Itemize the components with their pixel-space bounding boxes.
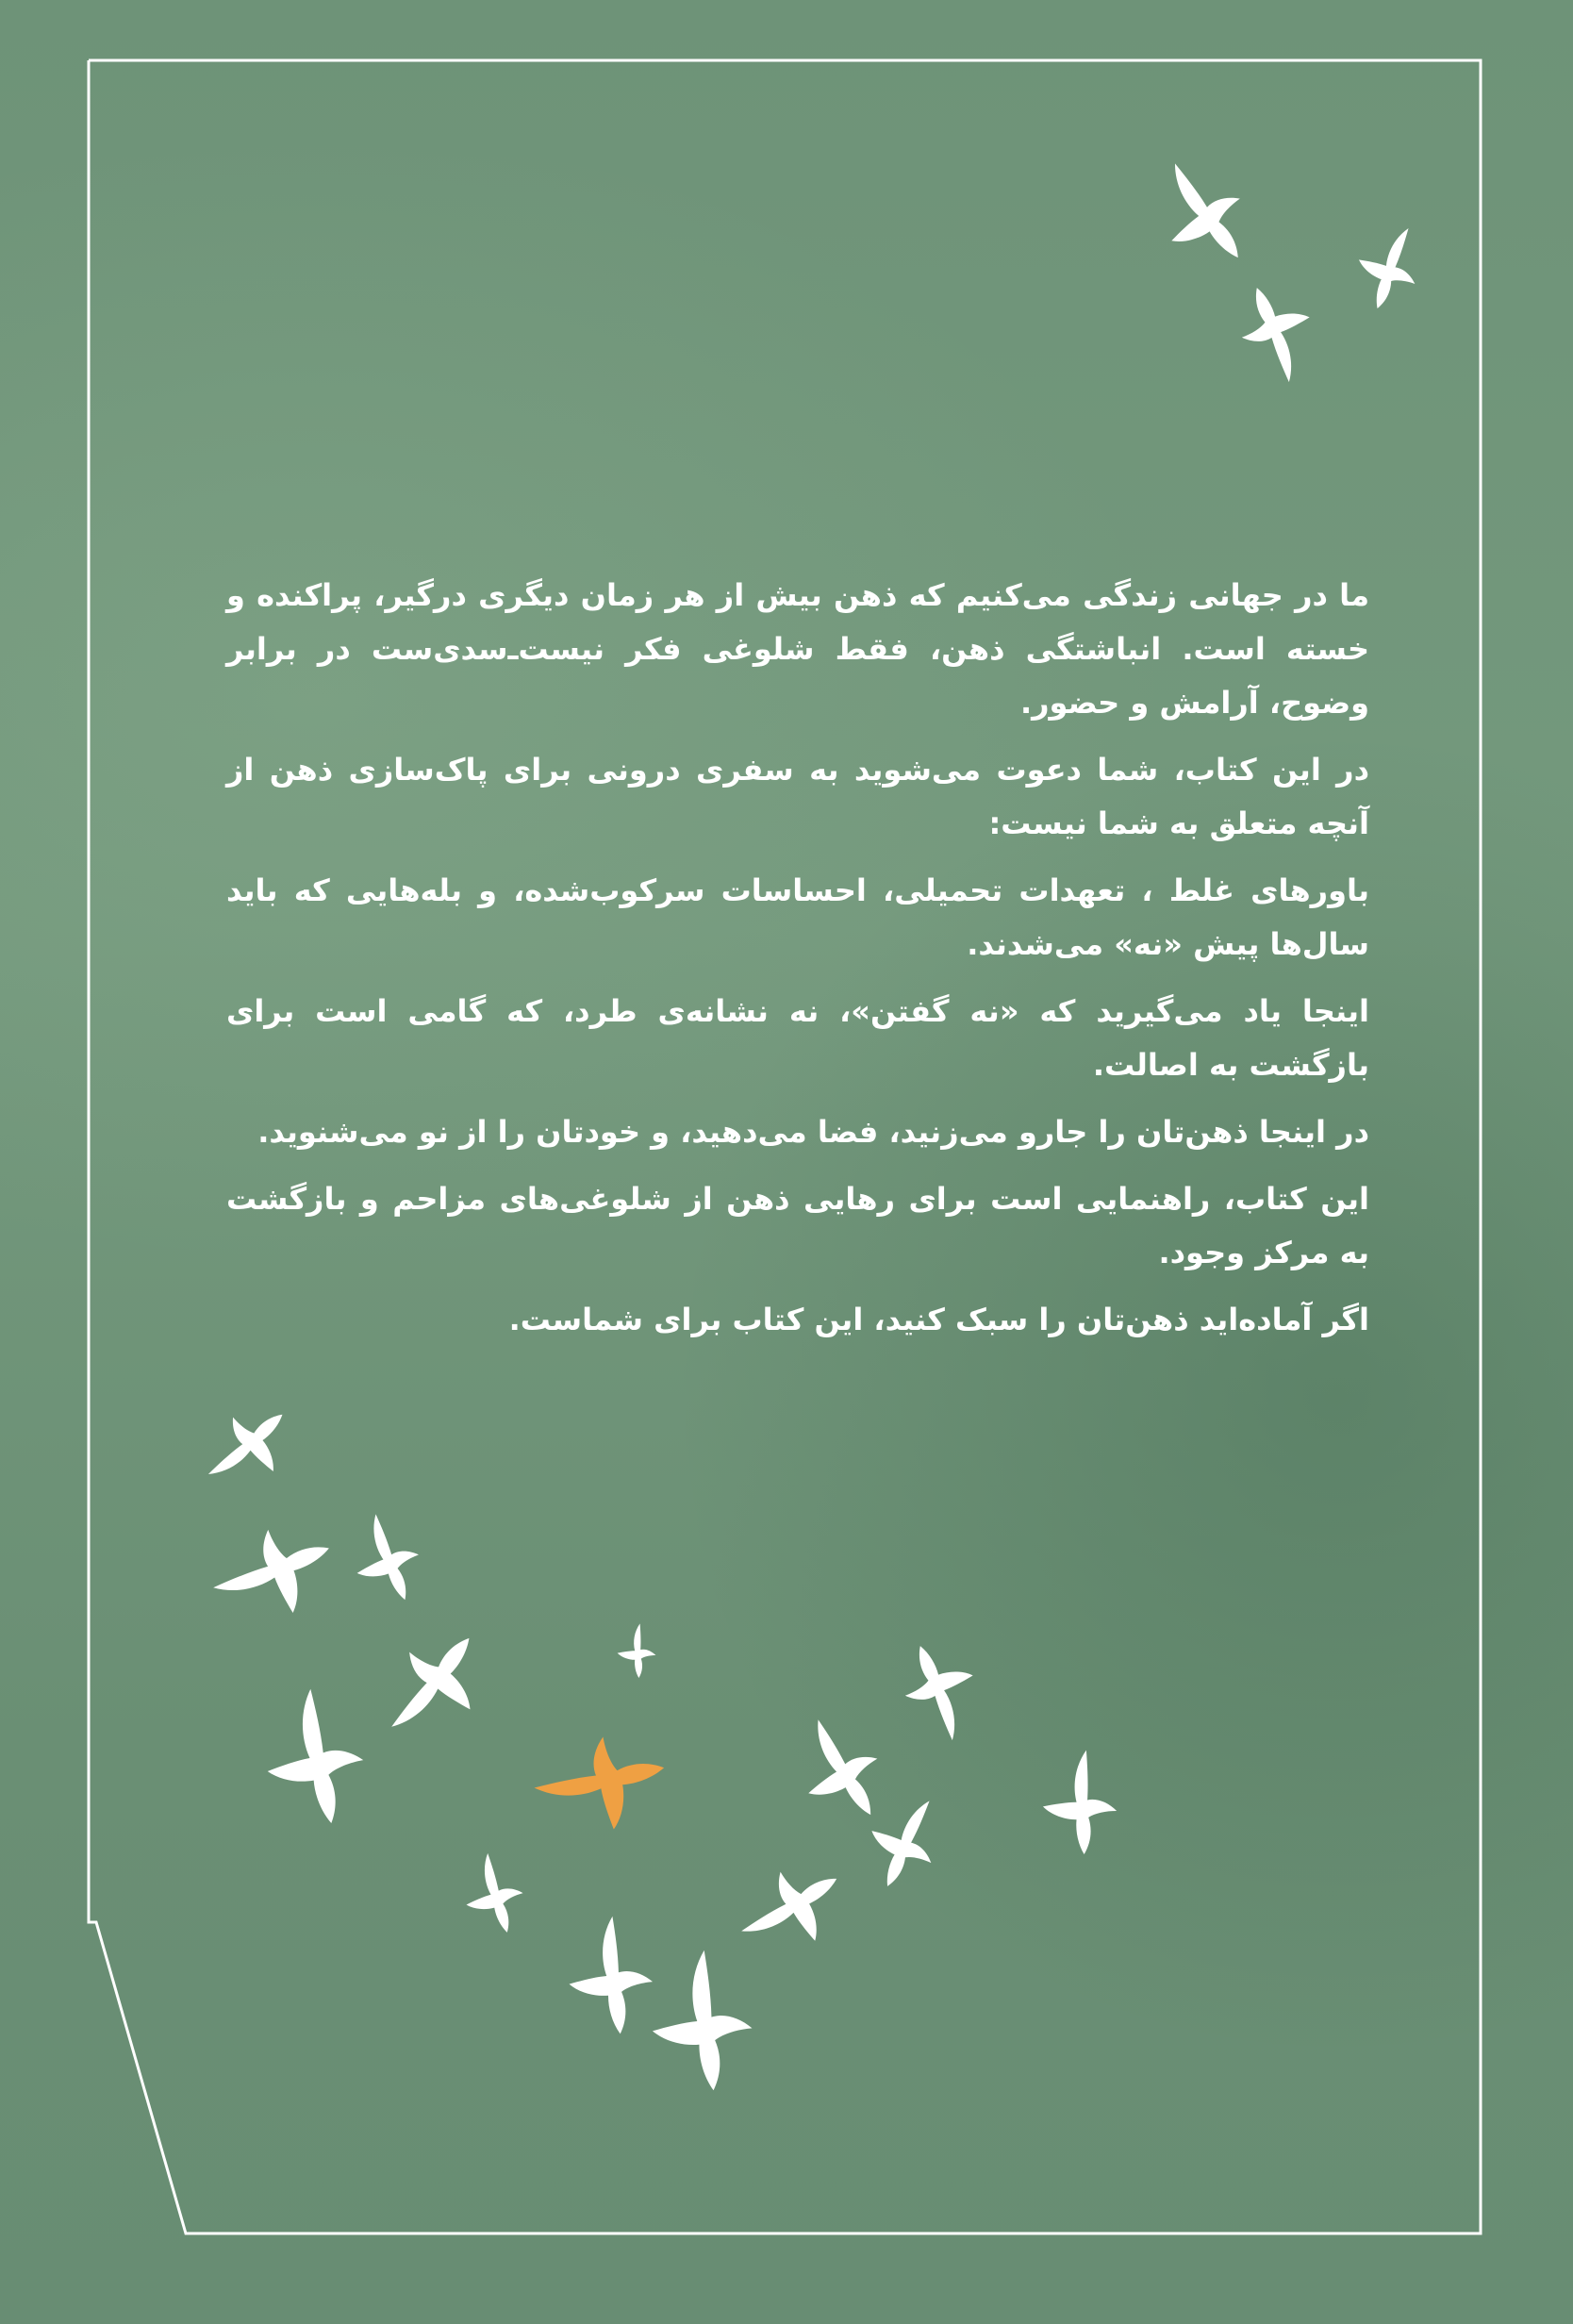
- flying-bird-icon: [455, 1847, 531, 1940]
- blurb-paragraph-7: اگر آماده‌اید ذهن‌تان را سبک کنید، این کتاب برای شماست.: [508, 1302, 1369, 1337]
- flying-bird-icon: [201, 1512, 345, 1635]
- flying-bird-icon: [255, 1682, 373, 1833]
- orange-flying-bird-icon: [527, 1727, 672, 1841]
- blurb-paragraph-3: باورهای غلط ، تعهدات تحمیلی، احساسات سرکوب‌شده، و بله‌هایی که باید سال‌ها پیش «نه» می‌شدند.: [226, 872, 1369, 962]
- blurb-paragraph-1: ما در جهانی زندگی می‌کنیم که ذهن بیش از هر زمان دیگری درگیر، پراکنده و خسته است. انباشتگی ذهن، فقط شلوغی فکر نیست‌ـ‌سدی‌ست در برابر وضوح، آرامش و حضور.: [226, 577, 1369, 721]
- flying-bird-icon: [1136, 144, 1267, 283]
- blurb-paragraph-4: اینجا یاد می‌گیرید که «نه گفتن»، نه نشانه‌ی طرد، که گامی است برای بازگشت به اصالت.: [226, 993, 1369, 1083]
- flying-bird-icon: [1346, 216, 1432, 318]
- flying-bird-icon: [1043, 1751, 1117, 1854]
- flying-bird-icon: [1228, 274, 1328, 392]
- blurb-paragraph-2: در این کتاب، شما دعوت می‌شوید به سفری درونی برای پاک‌سازی ذهن از آنچه متعلق به شما نیست:: [226, 752, 1369, 841]
- flying-bird-icon: [365, 1615, 505, 1758]
- flying-bird-icon: [564, 1914, 657, 2038]
- flying-bird-icon: [725, 1850, 858, 1970]
- flying-bird-icon: [891, 1633, 991, 1751]
- flying-bird-icon: [646, 1947, 757, 2095]
- flying-bird-icon: [779, 1703, 900, 1836]
- flying-bird-icon: [190, 1392, 306, 1504]
- blurb-paragraph-5: در اینجا ذهن‌تان را جارو می‌زنید، فضا می‌دهید، و خودتان را از نو می‌شنوید.: [257, 1114, 1369, 1150]
- flying-bird-icon: [340, 1505, 432, 1612]
- flying-bird-icon: [618, 1623, 656, 1678]
- blurb-paragraph-6: این کتاب، راهنمایی است برای رهایی ذهن از شلوغی‌های مزاحم و بازگشت به مرکز وجود.: [226, 1181, 1369, 1270]
